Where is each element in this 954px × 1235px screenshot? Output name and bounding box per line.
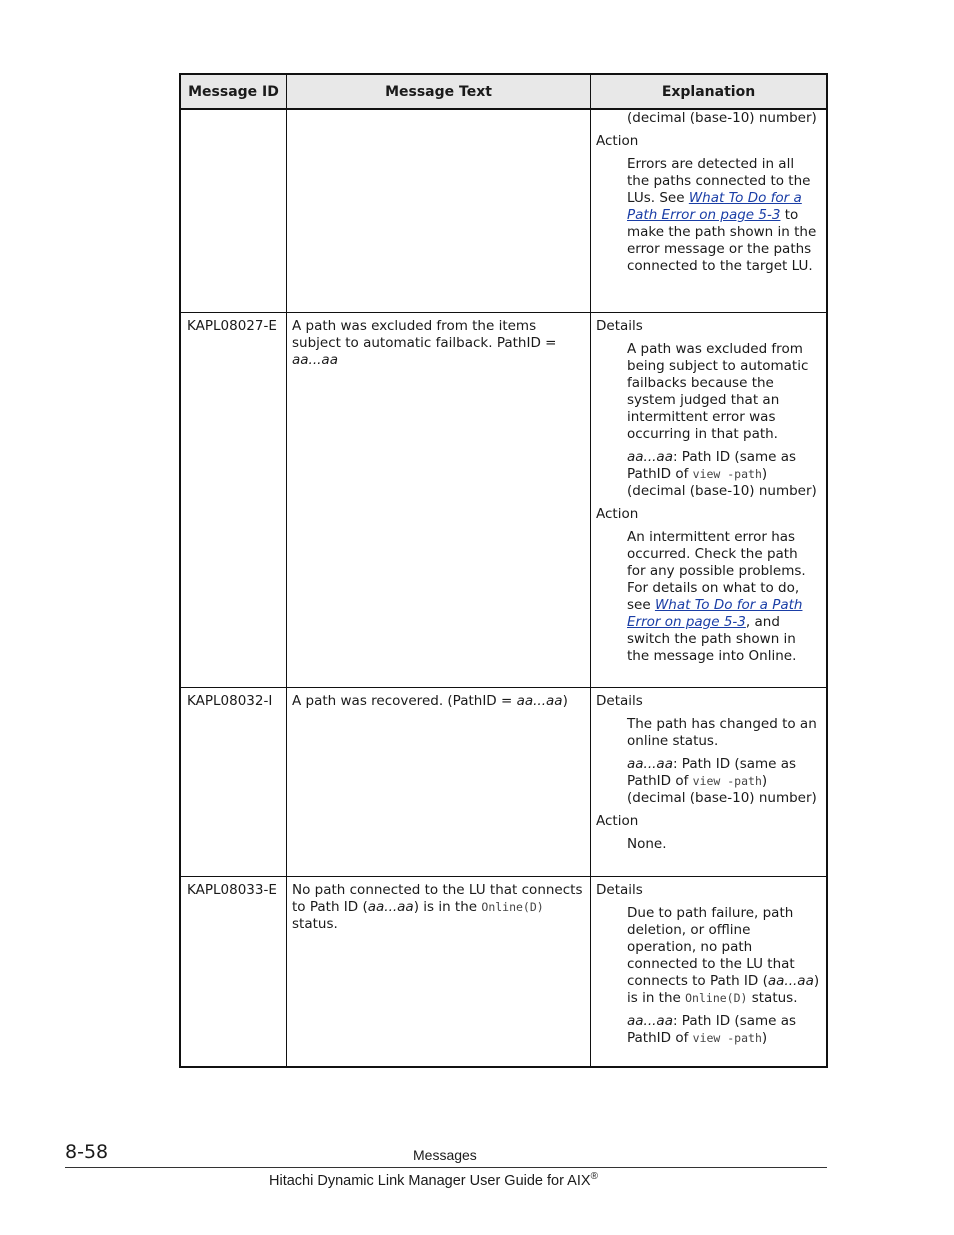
view-path-code: view -path — [692, 467, 762, 481]
cell-explanation — [591, 877, 826, 1066]
page-number: 8-58 — [65, 1141, 109, 1163]
details-para-pathid — [627, 1013, 820, 1047]
footer-divider — [65, 1167, 827, 1168]
cell-text-empty — [287, 110, 591, 312]
message-text-body: A path was excluded from the items subject to automatic failback. PathID = — [292, 318, 557, 351]
message-text-end: ) — [562, 693, 568, 709]
message-text-var: aa...aa — [367, 899, 414, 915]
message-text — [287, 313, 591, 687]
header-message-text: Message Text — [287, 75, 591, 108]
action-text: An intermittent error has occurred. Check the path for any possible problems. For details on what to do, see — [627, 529, 806, 613]
details-var: aa...aa — [767, 973, 814, 989]
pathid-text-end: ) — [761, 1030, 768, 1046]
table-row — [181, 876, 826, 1066]
message-text — [287, 688, 591, 876]
details-para: The path has changed to an online status. — [627, 716, 817, 749]
details-text-mid: ) is in the — [627, 973, 820, 1006]
message-text-end: status. — [292, 916, 338, 932]
details-para — [627, 905, 820, 1007]
pathid-var: aa...aa — [627, 1013, 673, 1029]
action-text-end: to make the path shown in the error message or the paths connected to the target LU. — [627, 207, 817, 274]
action-label: Action — [596, 506, 639, 522]
details-para-pathid — [627, 756, 820, 807]
registered-mark: ® — [590, 1171, 598, 1182]
header-explanation: Explanation — [661, 83, 756, 100]
details-text: Due to path failure, path deletion, or offline operation, no path connected to the LU that connects to Path ID ( — [627, 905, 795, 989]
cell-explanation — [591, 313, 826, 687]
action-text: Errors are detected in all the paths connected to the LUs. See — [627, 156, 811, 206]
table-row — [181, 687, 826, 876]
action-label: Action — [596, 133, 639, 149]
details-label: Details — [596, 318, 643, 334]
message-text-var: aa...aa — [292, 352, 338, 368]
messages-table — [179, 73, 828, 1068]
details-label: Details — [596, 882, 643, 898]
message-id: KAPL08032-I — [181, 688, 287, 876]
pathid-var: aa...aa — [627, 756, 673, 772]
cell-explanation — [591, 110, 826, 312]
cell-id-empty — [181, 110, 287, 312]
header-message-id: Message ID — [181, 75, 287, 108]
book-title — [269, 1171, 598, 1189]
action-para — [627, 529, 820, 665]
pathid-text-end: ) (decimal (base-10) number) — [627, 466, 817, 499]
table-row — [181, 312, 826, 687]
pathid-text: : Path ID (same as PathID of — [627, 1013, 797, 1046]
view-path-code: view -path — [692, 774, 762, 788]
explanation-para: (decimal (base-10) number) — [627, 110, 817, 126]
cell-explanation — [591, 688, 826, 876]
section-name: Messages — [413, 1147, 477, 1163]
action-label: Action — [596, 813, 639, 829]
table-header-row — [181, 75, 826, 110]
details-label: Details — [596, 693, 643, 709]
action-para: None. — [627, 836, 667, 852]
path-error-link[interactable]: What To Do for a Path Error on page 5-3 — [627, 190, 802, 223]
view-path-code: view -path — [692, 1031, 762, 1045]
message-id: KAPL08033-E — [181, 877, 287, 1066]
book-title-text: Hitachi Dynamic Link Manager User Guide for AIX — [269, 1172, 591, 1189]
message-text-body: A path was recovered. (PathID = — [292, 693, 517, 709]
pathid-text: : Path ID (same as PathID of — [627, 449, 797, 482]
table-row-continued — [181, 110, 826, 312]
action-para — [627, 156, 820, 275]
message-text-mid: ) is in the — [413, 899, 482, 915]
details-text-end: status. — [747, 990, 798, 1006]
pathid-var: aa...aa — [627, 449, 673, 465]
details-para: A path was excluded from being subject to automatic failbacks because the system judged that an intermittent error was occurring in that path. — [627, 341, 809, 442]
message-text-var: aa...aa — [516, 693, 563, 709]
message-text-body: No path connected to the LU that connects to Path ID ( — [292, 882, 583, 915]
pathid-text: : Path ID (same as PathID of — [627, 756, 797, 789]
path-error-link[interactable]: What To Do for a Path Error on page 5-3 — [627, 597, 803, 630]
message-text — [287, 877, 591, 1066]
pathid-text-end: ) (decimal (base-10) number) — [627, 773, 817, 806]
action-text-end: , and switch the path shown in the message into Online. — [627, 614, 797, 664]
message-id: KAPL08027-E — [181, 313, 287, 687]
online-d-code: Online(D) — [481, 900, 544, 914]
online-d-code: Online(D) — [685, 991, 748, 1005]
details-para-pathid — [627, 449, 820, 500]
